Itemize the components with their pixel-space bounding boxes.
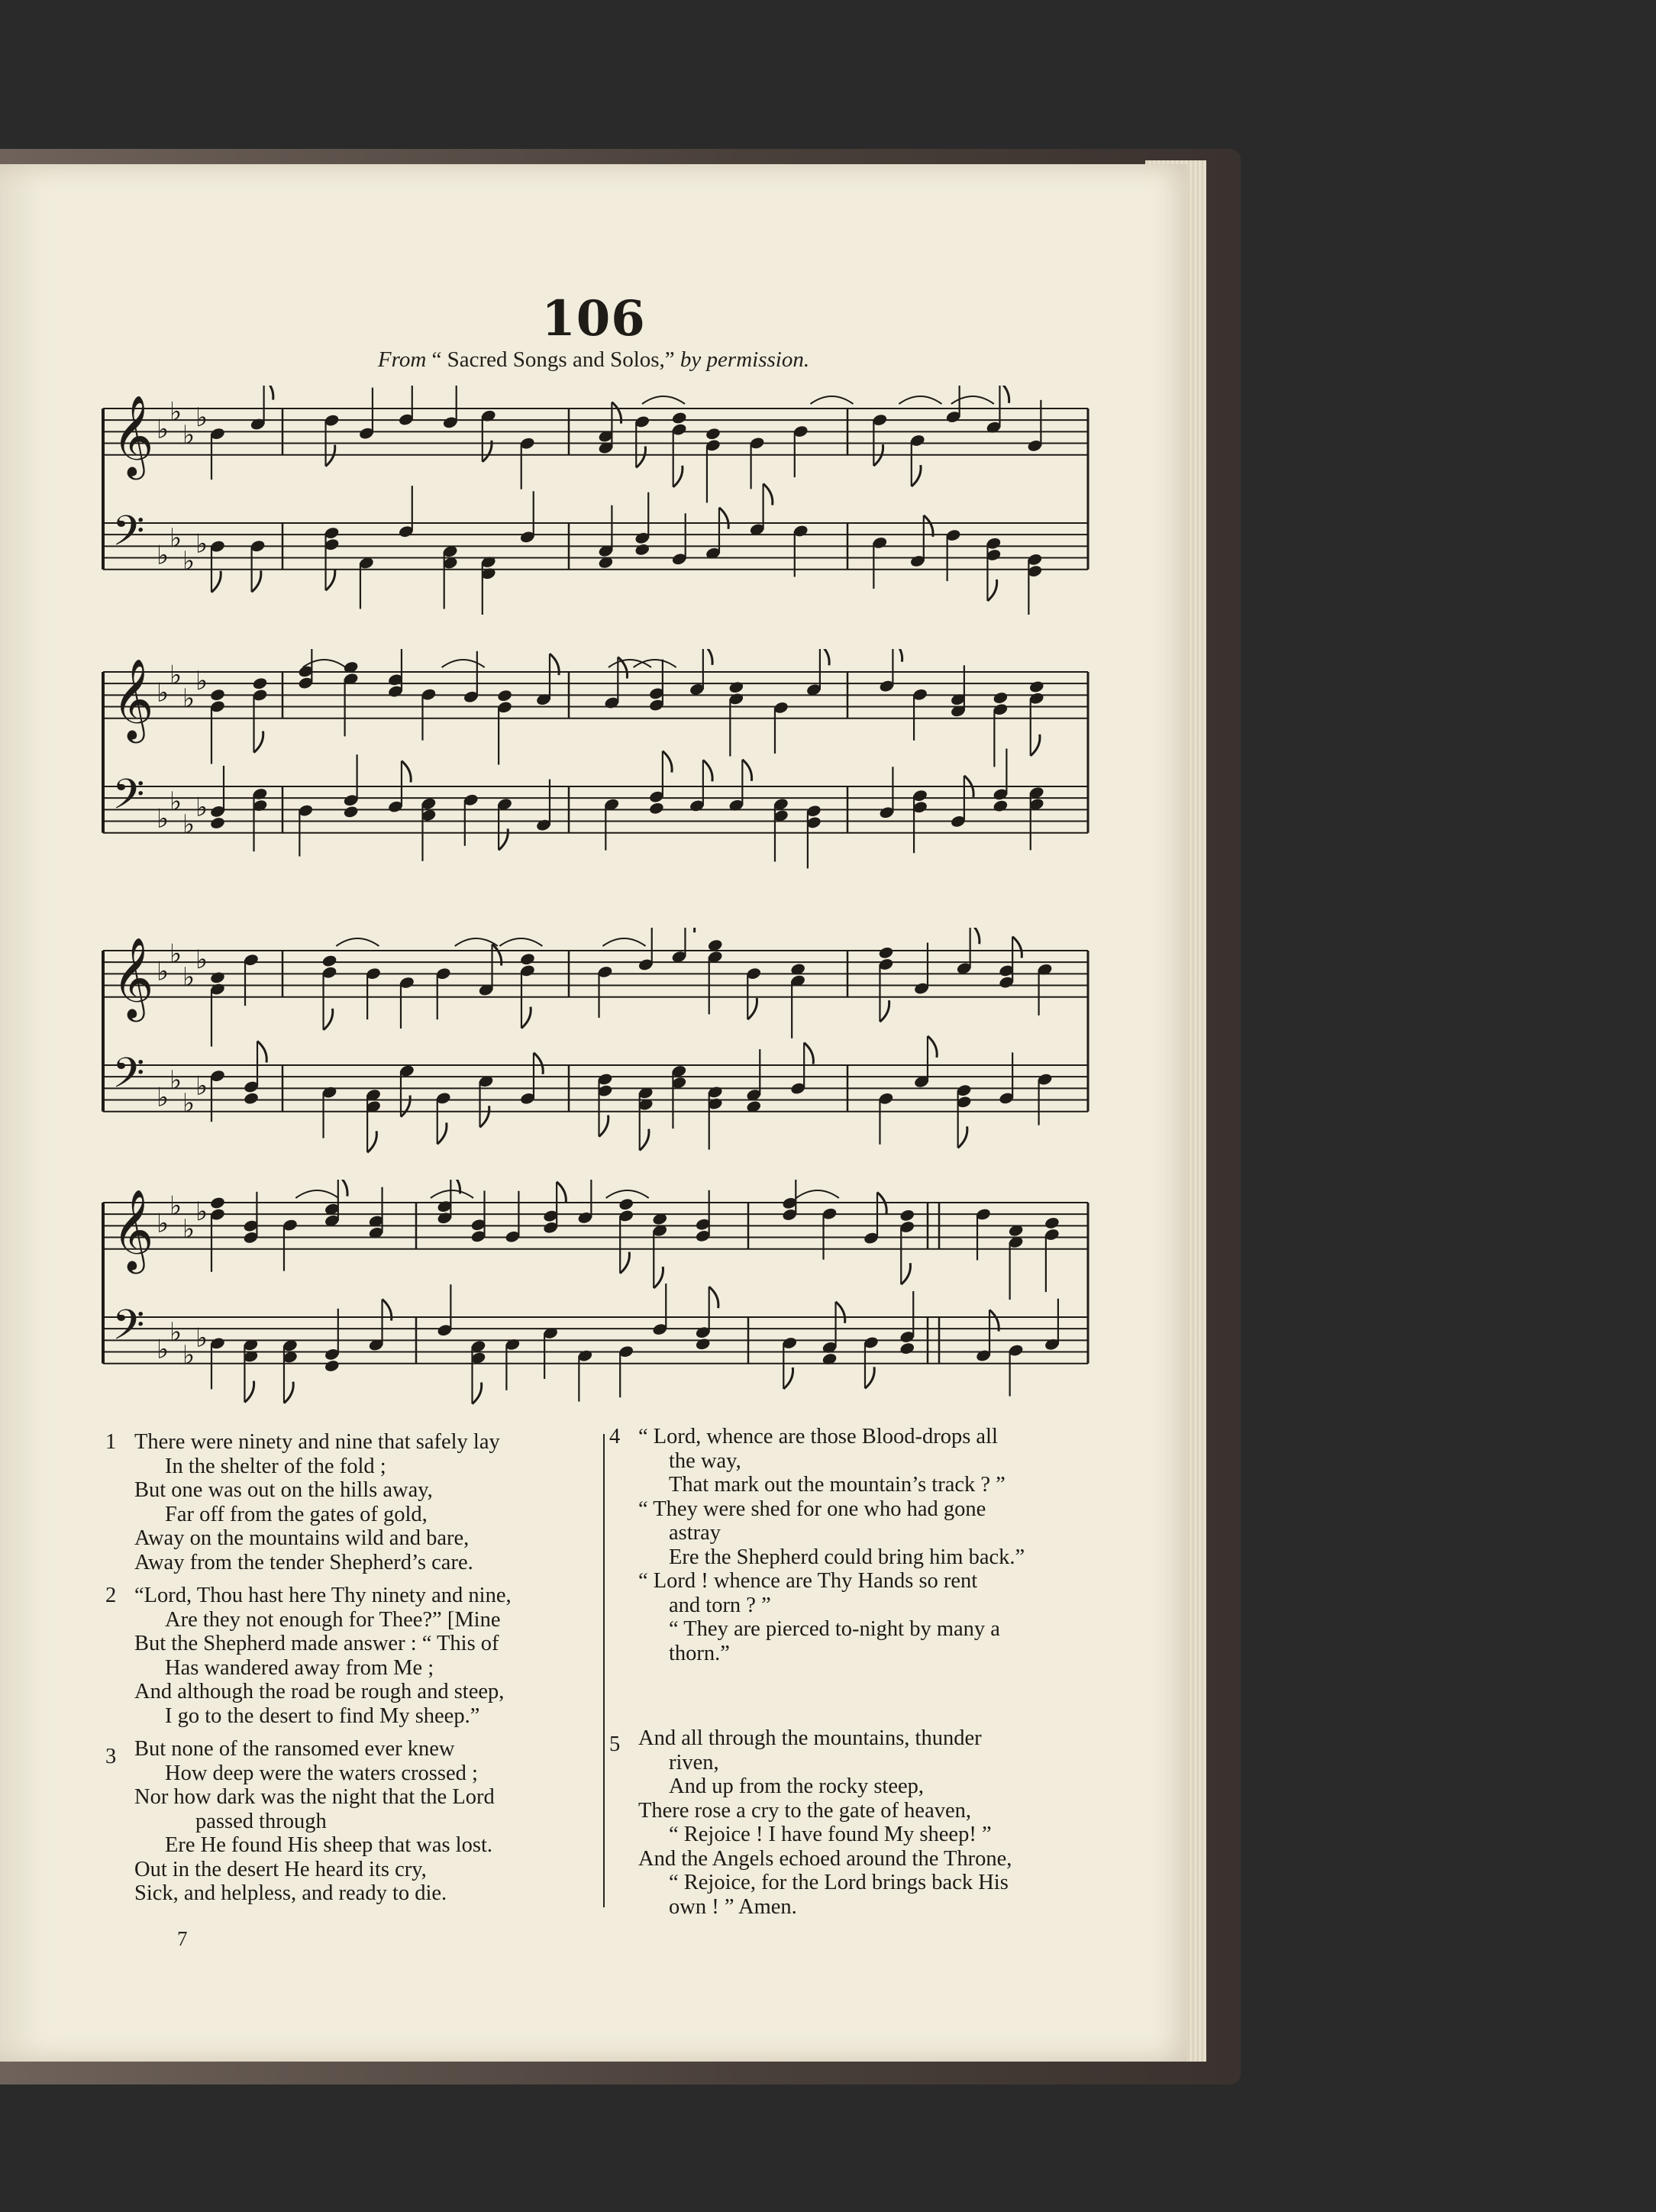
flat-icon: ♭ [157, 803, 169, 835]
flat-icon: ♭ [169, 522, 182, 554]
verse-line: “ They were shed for one who had gone [638, 1497, 986, 1521]
bass-clef-icon: 𝄢 [112, 770, 145, 829]
flat-icon: ♭ [182, 1213, 195, 1245]
flat-icon: ♭ [157, 540, 169, 571]
source-prefix: From [377, 347, 427, 372]
bass-clef-icon: 𝄢 [112, 1048, 145, 1108]
verse-line: and torn ? ” [669, 1593, 771, 1617]
treble-clef-icon: 𝄞 [112, 936, 154, 1019]
flat-icon: ♭ [157, 1208, 169, 1239]
verse-line: I go to the desert to find My sheep.” [165, 1703, 480, 1728]
bass-clef-icon: 𝄢 [112, 1300, 145, 1360]
flat-icon: ♭ [157, 956, 169, 987]
flat-icon: ♭ [182, 961, 195, 993]
music-system-1 [95, 386, 1096, 615]
verse-line: passed through [195, 1809, 327, 1833]
hymn-number: 106 [541, 290, 646, 347]
music-system-4 [95, 1180, 1096, 1409]
verses-left-column [105, 1430, 594, 1906]
verse-line: There rose a cry to the gate of heaven, [638, 1798, 971, 1823]
verse-line: There were ninety and nine that safely lay [134, 1430, 500, 1454]
flat-icon: ♭ [195, 402, 208, 434]
verse-line: own ! ” Amen. [669, 1894, 797, 1919]
verse-line: the way, [669, 1448, 741, 1473]
music-staff-pair [95, 1180, 1096, 1409]
verses-right-column [609, 1425, 1113, 1919]
verse-line: Has wandered away from Me ; [165, 1655, 434, 1680]
verse-3 [105, 1737, 594, 1906]
verse-line: That mark out the mountain’s track ? ” [669, 1473, 1006, 1497]
flat-icon: ♭ [182, 546, 195, 577]
verse-line: astray [669, 1521, 721, 1545]
flat-icon: ♭ [195, 1196, 208, 1228]
flat-icon: ♭ [195, 666, 208, 697]
verse-line: And although the road be rough and steep, [134, 1680, 505, 1703]
verse-line: “ Rejoice, for the Lord brings back His [669, 1871, 1009, 1894]
music-system-3 [95, 928, 1096, 1157]
column-divider [603, 1434, 605, 1907]
flat-icon: ♭ [182, 419, 195, 450]
verse-line: Out in the desert He heard its cry, [134, 1857, 427, 1881]
verse-line: “Lord, Thou hast here Thy ninety and nine, [134, 1584, 512, 1607]
verse-line: Far off from the gates of gold, [165, 1502, 428, 1526]
flat-icon: ♭ [169, 1064, 182, 1096]
verse-line: Ere He found His sheep that was lost. [165, 1833, 492, 1857]
verse-line: “ They are pierced to-night by many a [669, 1617, 1000, 1641]
flat-icon: ♭ [195, 528, 208, 560]
verse-line: Are they not enough for Thee?” [Mine [165, 1607, 501, 1632]
verse-line: “ Lord ! whence are Thy Hands so rent [638, 1569, 978, 1593]
verse-number: 2 [105, 1584, 117, 1607]
verse-line: “ Lord, whence are those Blood-drops all [638, 1425, 998, 1448]
verse-2 [105, 1584, 594, 1728]
verse-4 [609, 1425, 1113, 1665]
verse-line: But none of the ransomed ever knew [134, 1737, 455, 1761]
music-staff-pair [95, 649, 1096, 878]
flat-icon: ♭ [169, 938, 182, 970]
verse-line: “ Rejoice ! I have found My sheep! ” [669, 1823, 992, 1846]
flat-icon: ♭ [195, 1322, 208, 1354]
flat-icon: ♭ [182, 809, 195, 841]
verse-line: Ere the Shepherd could bring him back.” [669, 1545, 1025, 1569]
flat-icon: ♭ [157, 1082, 169, 1113]
verse-number: 5 [609, 1732, 621, 1756]
treble-clef-icon: 𝄞 [112, 394, 154, 476]
signature-mark: 7 [177, 1927, 188, 1950]
verse-number: 1 [105, 1430, 117, 1454]
verse-line: But one was out on the hills away, [134, 1478, 433, 1502]
source-attribution [0, 347, 1187, 373]
flat-icon: ♭ [169, 660, 182, 691]
verse-line: Away on the mountains wild and bare, [134, 1526, 470, 1550]
flat-icon: ♭ [195, 1070, 208, 1102]
music-system-2 [95, 649, 1096, 878]
source-title: “ Sacred Songs and Solos,” [431, 347, 675, 372]
treble-clef-icon: 𝄞 [112, 1188, 154, 1271]
music-staff-pair [95, 928, 1096, 1157]
verse-line: Nor how dark was the night that the Lord [134, 1785, 495, 1809]
flat-icon: ♭ [169, 396, 182, 428]
flat-icon: ♭ [157, 677, 169, 709]
flat-icon: ♭ [182, 1340, 195, 1371]
verse-line: Away from the tender Shepherd’s care. [134, 1550, 473, 1574]
verse-line: Sick, and helpless, and ready to die. [134, 1881, 447, 1905]
verse-line: thorn.” [669, 1641, 730, 1665]
flat-icon: ♭ [195, 792, 208, 823]
bass-clef-icon: 𝄢 [112, 506, 145, 566]
flat-icon: ♭ [182, 1088, 195, 1119]
flat-icon: ♭ [157, 1334, 169, 1365]
verse-number: 4 [609, 1425, 621, 1448]
verse-line: How deep were the waters crossed ; [165, 1761, 478, 1785]
verse-line: In the shelter of the fold ; [165, 1454, 386, 1478]
flat-icon: ♭ [169, 1190, 182, 1222]
verse-5 [609, 1726, 1113, 1919]
verse-line: riven, [669, 1750, 719, 1774]
flat-icon: ♭ [169, 1316, 182, 1348]
flat-icon: ♭ [169, 786, 182, 817]
verse-number: 3 [105, 1745, 117, 1768]
verse-line: And up from the rocky steep, [669, 1774, 924, 1798]
verse-line: And all through the mountains, thunder [638, 1726, 982, 1750]
flat-icon: ♭ [182, 683, 195, 714]
verse-line: But the Shepherd made answer : “ This of [134, 1632, 499, 1655]
flat-icon: ♭ [195, 945, 208, 976]
flat-icon: ♭ [157, 414, 169, 445]
treble-clef-icon: 𝄞 [112, 657, 154, 740]
source-suffix: by permission. [680, 347, 810, 372]
music-staff-pair [95, 386, 1096, 615]
verse-line: And the Angels echoed around the Throne, [638, 1846, 1012, 1871]
verse-1 [105, 1430, 594, 1574]
